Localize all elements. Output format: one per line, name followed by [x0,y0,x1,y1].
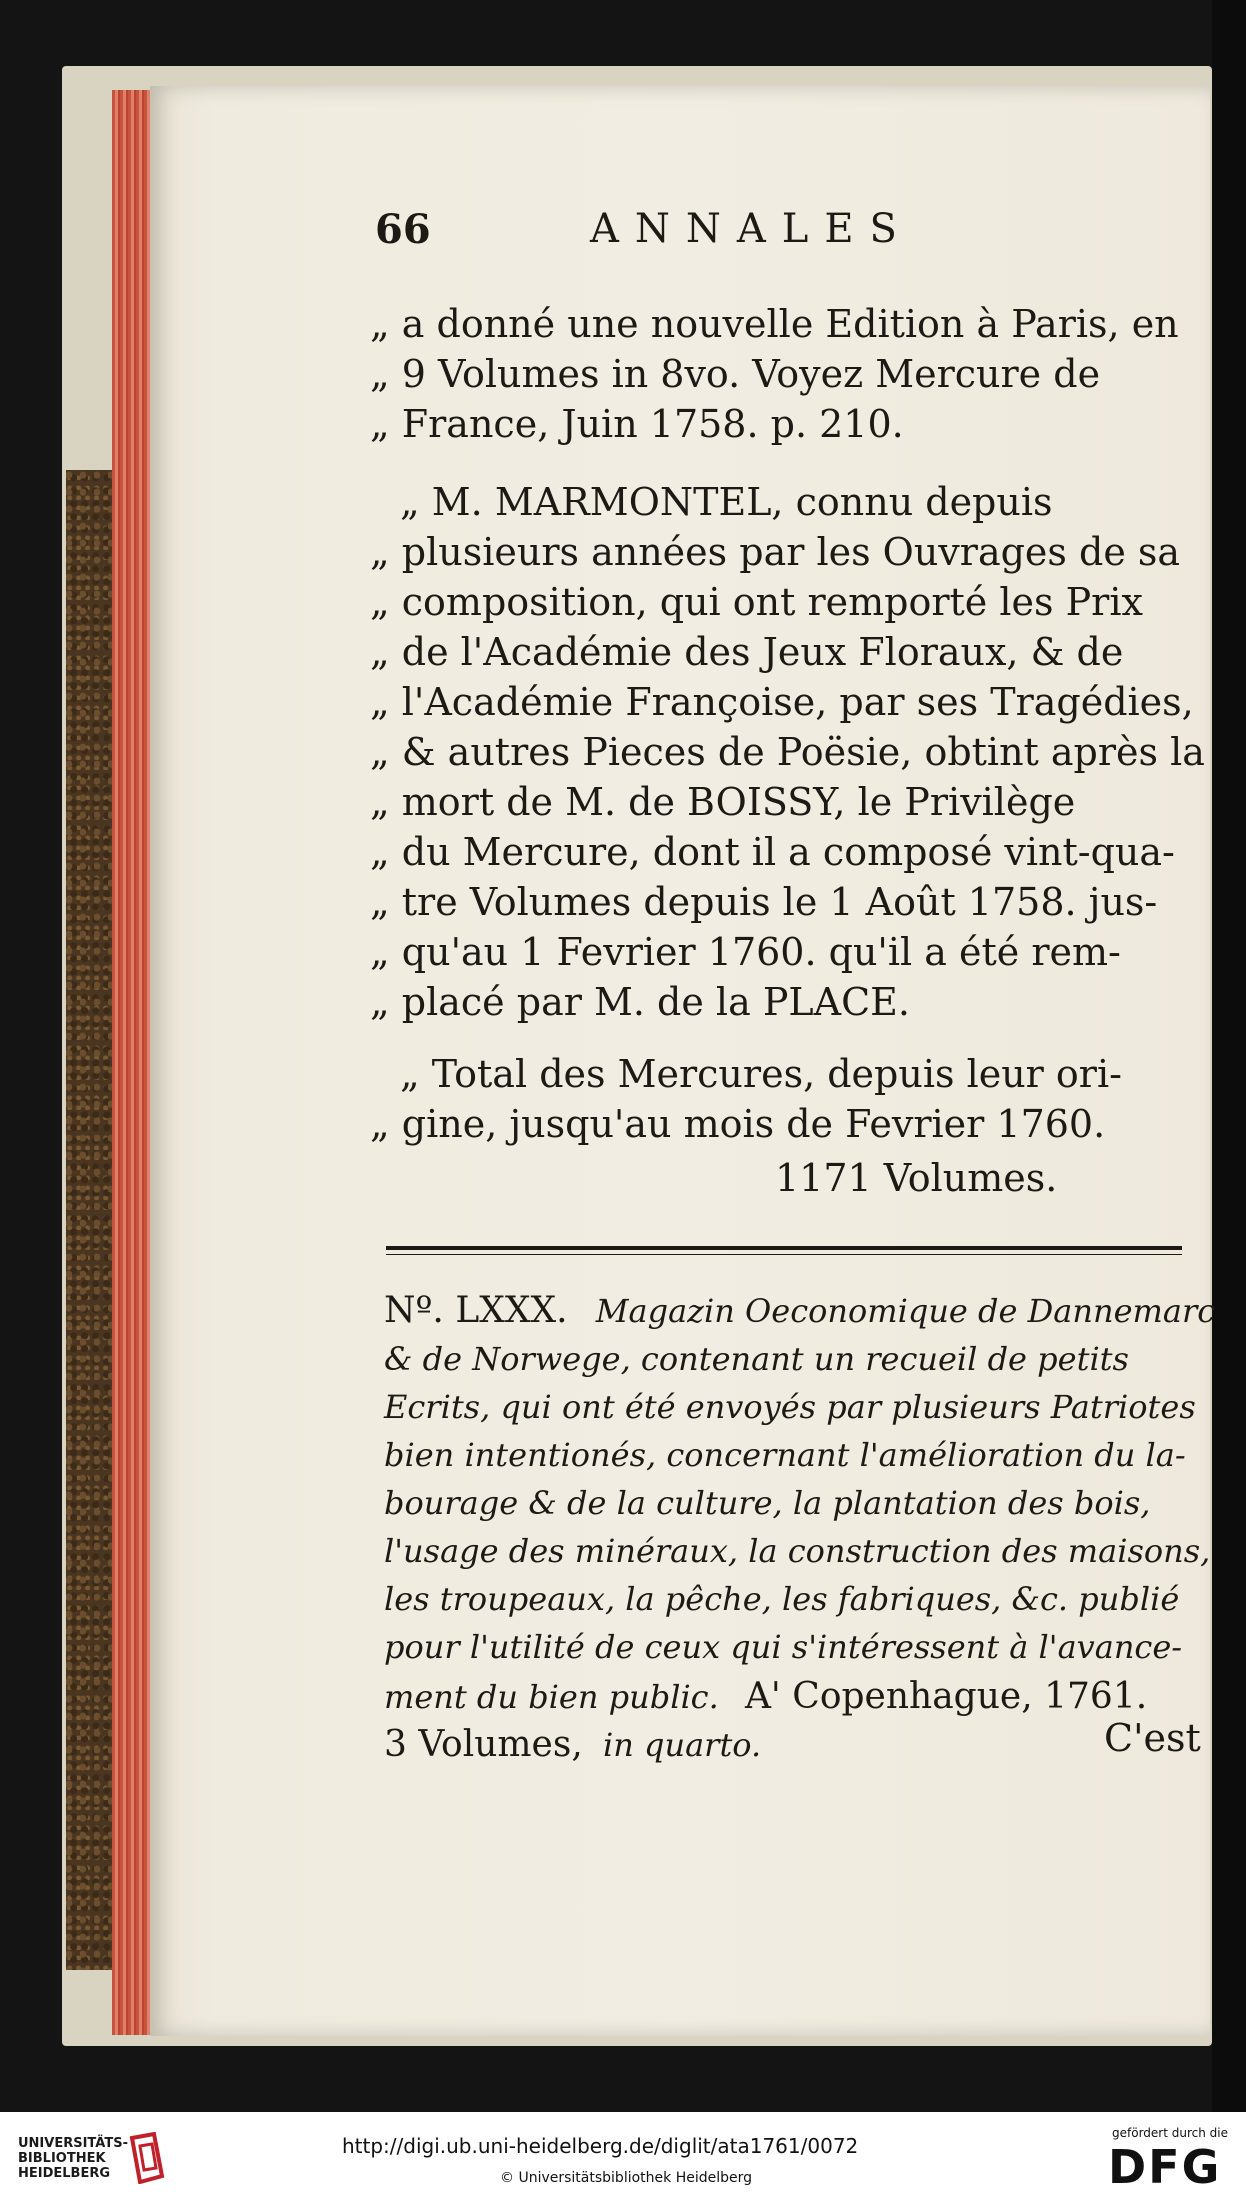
divider-thin [386,1254,1182,1255]
catchword: C'est [1104,1716,1201,1760]
dfg-logo: DFG [1108,2140,1222,2194]
copyright-notice: © Universitätsbibliothek Heidelberg [500,2170,753,2186]
entry-line: pour l'utilité de ceux qui s'intéressent à l'avance- [384,1628,1183,1666]
entry-format-line [384,1724,1184,1765]
entry-line: & de Norwege, contenant un recueil de petits [384,1340,1129,1378]
footer-bar [0,2112,1246,2202]
text-line: „ 9 Volumes in 8vo. Voyez Mercure de [370,352,1101,396]
library-name-line: BIBLIOTHEK [18,2151,106,2166]
text-line: „ plusieurs années par les Ouvrages de sa [370,530,1181,574]
entry-number: Nº. LXXX. [384,1290,568,1331]
text-line: „ placé par M. de la PLACE. [370,980,910,1024]
total-volumes: 1171 Volumes. [775,1156,1058,1200]
entry-line: bien intentionés, concernant l'amélioration du la- [384,1436,1186,1474]
entry-line: Ecrits, qui ont été envoyés par plusieurs Patriotes [384,1388,1196,1426]
text-line: „ du Mercure, dont il a composé vint-qua- [370,830,1175,874]
entry-volumes: 3 Volumes, [384,1724,583,1765]
text-line: „ de l'Académie des Jeux Floraux, & de [370,630,1124,674]
text-line: „ & autres Pieces de Poësie, obtint après la [370,730,1205,774]
text-line: „ qu'au 1 Fevrier 1760. qu'il a été rem- [370,930,1121,974]
text-line: „ France, Juin 1758. p. 210. [370,402,904,446]
divider-thick [386,1246,1182,1250]
scan-border-right [1212,0,1246,2112]
text-line: „ gine, jusqu'au mois de Fevrier 1760. [370,1102,1106,1146]
entry-line: bourage & de la culture, la plantation des bois, [384,1484,1151,1522]
text-line: „ a donné une nouvelle Edition à Paris, en [370,302,1179,346]
running-title: ANNALES [590,206,913,252]
library-logo-text [18,2136,128,2181]
entry-title: Magazin Oeconomique de Dannemarc [595,1292,1216,1330]
library-logo-icon [124,2132,170,2184]
page-number: 66 [375,206,431,253]
entry-imprint-line [384,1676,1184,1717]
entry-first-line [384,1290,1216,1331]
library-name-line: UNIVERSITÄTS- [18,2136,128,2151]
entry-format: in quarto. [602,1726,762,1764]
marbled-cover [66,470,118,1970]
text-line: „ l'Académie Françoise, par ses Tragédies, [370,680,1194,724]
entry-line: ment du bien public. [384,1678,719,1716]
text-line: „ tre Volumes depuis le 1 Août 1758. jus- [370,880,1158,924]
funder-note: gefördert durch die [1112,2126,1228,2140]
text-line: „ M. MARMONTEL, connu depuis [400,480,1053,524]
entry-line: les troupeaux, la pêche, les fabriques, &c. publié [384,1580,1180,1618]
text-line: „ Total des Mercures, depuis leur ori- [400,1052,1122,1096]
text-line: „ mort de M. de BOISSY, le Privilège [370,780,1076,824]
document-url-link[interactable]: http://digi.ub.uni-heidelberg.de/diglit/ata1761/0072 [342,2134,859,2158]
text-line: „ composition, qui ont remporté les Prix [370,580,1143,624]
entry-imprint: A' Copenhague, 1761. [744,1676,1148,1717]
library-name-line: HEIDELBERG [18,2166,111,2181]
entry-line: l'usage des minéraux, la construction des maisons, [384,1532,1211,1570]
